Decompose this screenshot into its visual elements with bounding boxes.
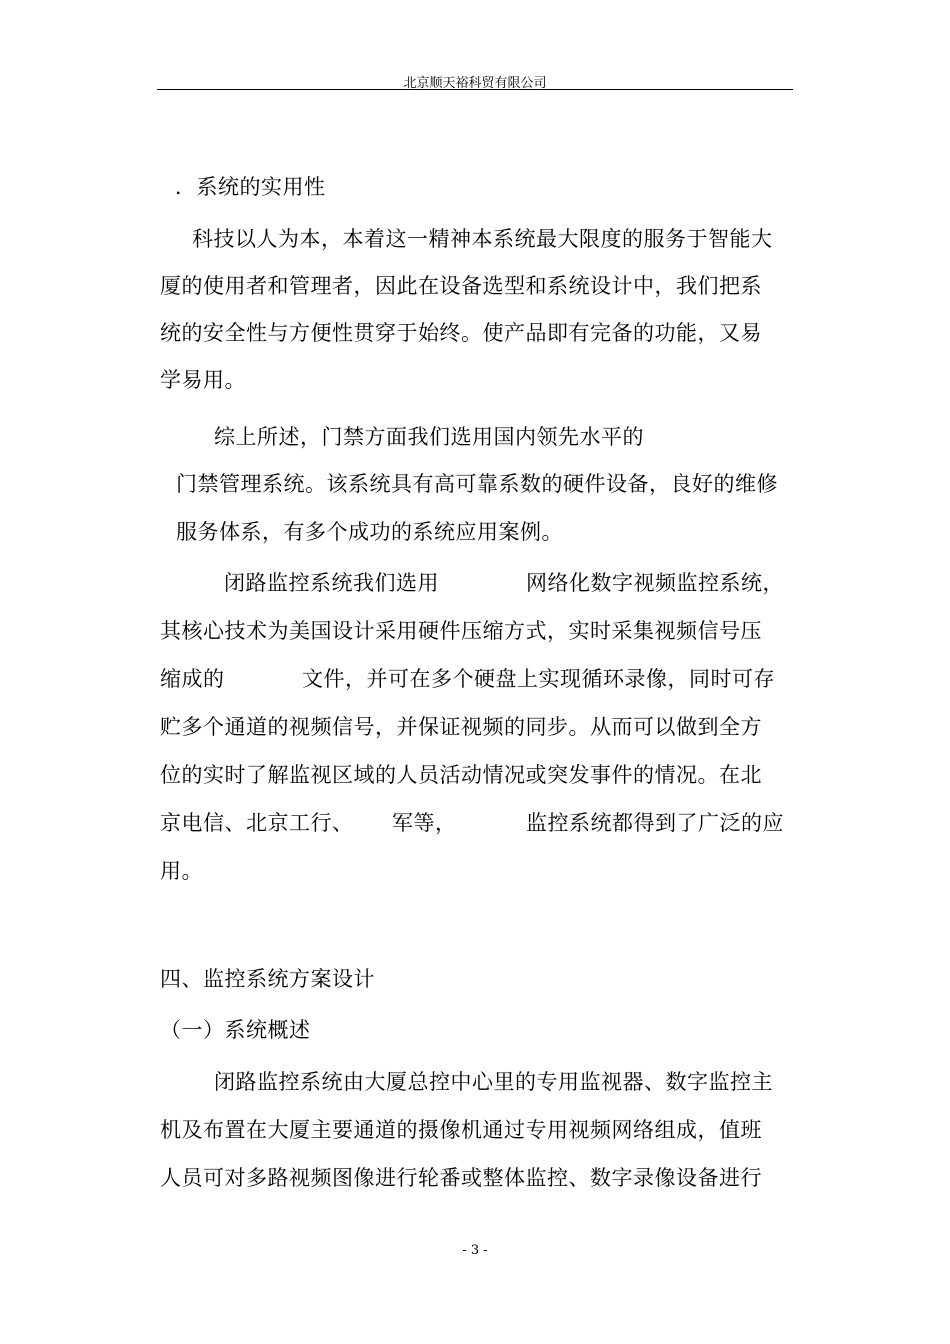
- text-line: 贮多个通道的视频信号，并保证视频的同步。从而可以做到全方: [160, 715, 762, 739]
- text-line: ．系统的实用性: [175, 175, 326, 199]
- page-number: - 3 -: [462, 1243, 488, 1258]
- text-line: 学易用。: [160, 368, 246, 392]
- text-line: 闭路监控系统由大厦总控中心里的专用监视器、数字监控主: [214, 1070, 773, 1094]
- running-header: 北京顺天裕科贸有限公司: [403, 76, 547, 91]
- text-line: 监控系统都得到了广泛的应: [526, 811, 784, 835]
- text-line: 人员可对多路视频图像进行轮番或整体监控、数字录像设备进行: [160, 1166, 762, 1190]
- header-rule: [157, 89, 793, 90]
- text-line: 服务体系，有多个成功的系统应用案例。: [176, 520, 563, 544]
- text-line: 缩成的: [160, 667, 225, 691]
- text-line: 闭路监控系统我们选用: [224, 571, 439, 595]
- text-line: 用。: [160, 859, 203, 883]
- text-line: 位的实时了解监视区域的人员活动情况或突发事件的情况。在北: [160, 763, 762, 787]
- text-line: 综上所述，门禁方面我们选用国内领先水平的: [214, 425, 644, 449]
- text-line: 门禁管理系统。该系统具有高可靠系数的硬件设备，良好的维修: [176, 472, 778, 496]
- text-line: 科技以人为本，本着这一精神本系统最大限度的服务于智能大: [192, 227, 773, 251]
- text-line: 统的安全性与方便性贯穿于始终。使产品即有完备的功能，又易: [160, 321, 762, 345]
- text-line: 其核心技术为美国设计采用硬件压缩方式，实时采集视频信号压: [160, 619, 762, 643]
- text-line: 京电信、北京工行、: [160, 811, 354, 835]
- text-line: 军等，: [392, 811, 457, 835]
- text-line: （一）系统概述: [160, 1018, 311, 1042]
- text-line: 机及布置在大厦主要通道的摄像机通过专用视频网络组成，值班: [160, 1118, 762, 1142]
- text-line: 四、监控系统方案设计: [160, 967, 375, 991]
- text-line: 厦的使用者和管理者，因此在设备选型和系统设计中，我们把系: [160, 274, 762, 298]
- text-line: 文件，并可在多个硬盘上实现循环录像，同时可存: [302, 667, 775, 691]
- text-line: 网络化数字视频监控系统，: [526, 571, 784, 595]
